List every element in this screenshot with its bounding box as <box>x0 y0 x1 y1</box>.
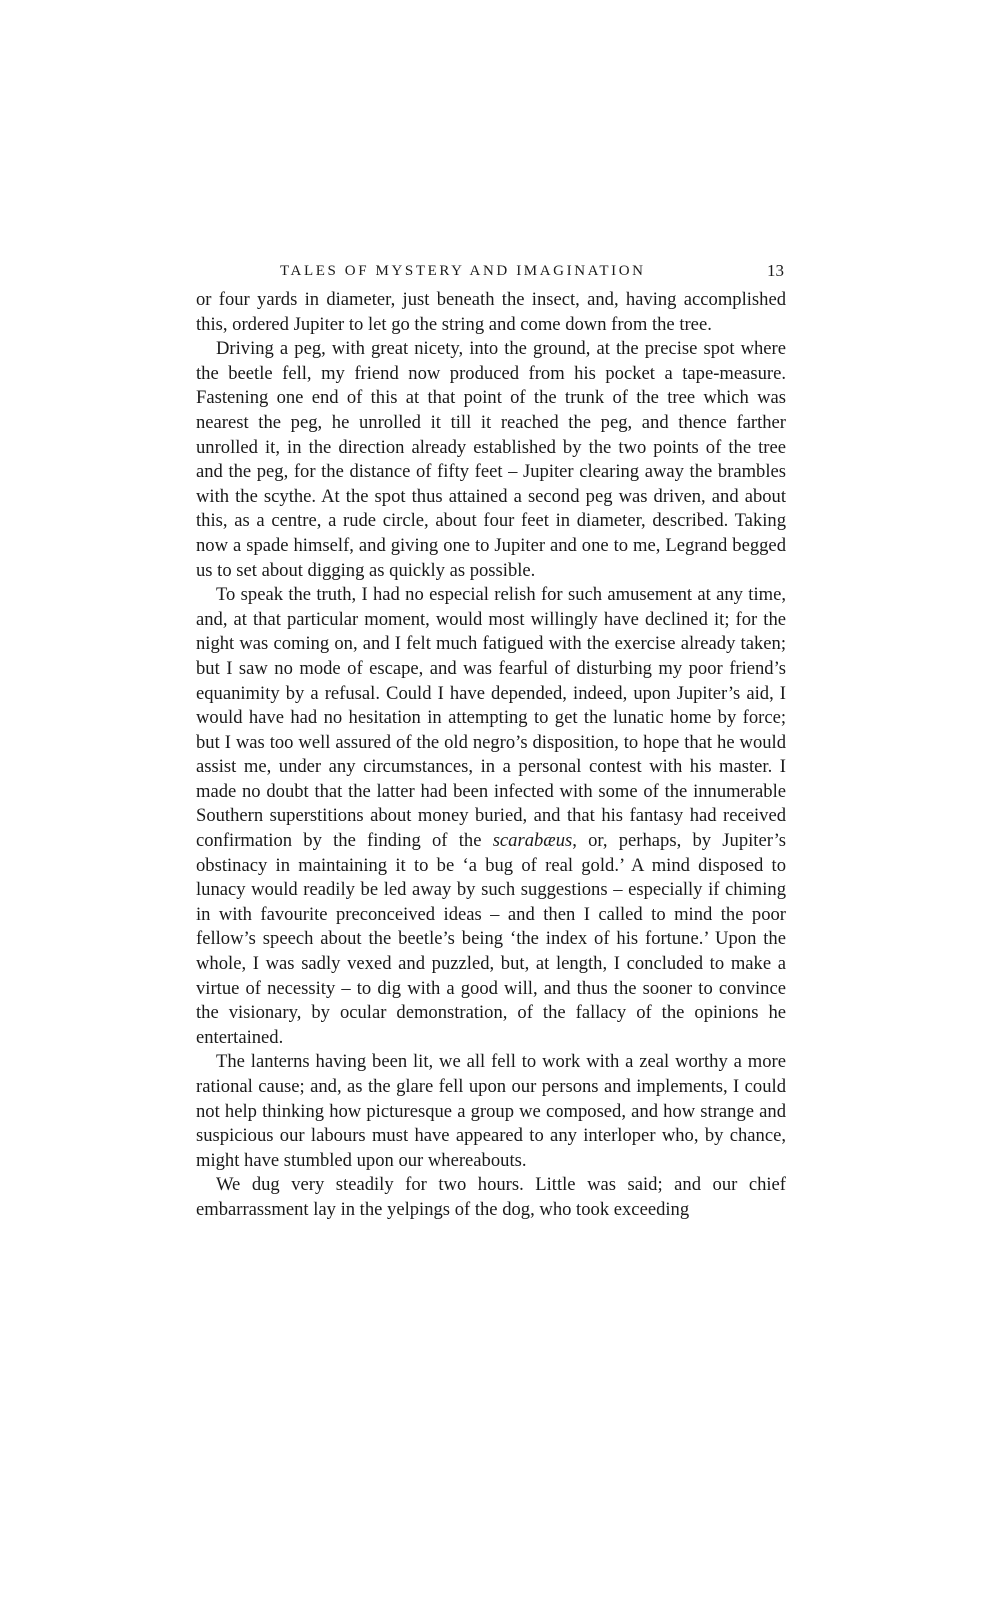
running-head <box>196 258 786 284</box>
paragraph-peg: Driving a peg, with great nicety, into the ground, at the precise spot where the beetle fell, my friend now produced from his pocket a tape-measure. Fastening one end of this at that point of the trunk of the tree which was nearest the peg, he unrolled it till it reached the peg, and thence farther unrolled it, in the direction already established by the two points of the tree and the peg, for the distance of fifty feet – Jupiter clearing away the brambles with the scythe. At the spot thus attained a second peg was driven, and about this, as a centre, a rude circle, about four feet in diameter, described. Taking now a spade himself, and giving one to Jupiter and one to me, Legrand begged us to set about digging as quickly as possible. <box>196 338 786 581</box>
paragraph-continuation: or four yards in diameter, just beneath the insect, and, having accomplished this, ordered Jupiter to let go the string and come down from the tree. <box>196 289 786 335</box>
paragraph-truth-part-2: , or, perhaps, by Jupiter’s obstinacy in maintaining it to be ‘a bug of real gold.’ A mind disposed to lunacy would readily be led away by such suggestions – especially if chiming in with favourite preconceived ideas – and then I called to mind the poor fellow’s speech about the beetle’s being ‘the index of his fortune.’ Upon the whole, I was sadly vexed and puzzled, but, at length, I concluded to make a virtue of necessity – to dig with a good will, and thus the sooner to convince the visionary, by ocular demonstration, of the fallacy of the opinions he entertained. <box>196 830 786 1048</box>
body-text <box>196 288 786 1223</box>
paragraph-truth <box>196 583 786 1050</box>
paragraph-dug: We dug very steadily for two hours. Little was said; and our chief embarrassment lay in the yelpings of the dog, who took exceeding <box>196 1174 786 1220</box>
running-title: TALES OF MYSTERY AND IMAGINATION <box>280 263 646 279</box>
page-number: 13 <box>767 261 784 280</box>
book-page <box>196 258 786 1223</box>
paragraph-truth-part-1: To speak the truth, I had no especial relish for such amusement at any time, and, at that particular moment, would most willingly have declined it; for the night was coming on, and I felt much fatigued with the exercise already taken; but I saw no mode of escape, and was fearful of disturbing my poor friend’s equanimity by a refusal. Could I have depended, indeed, upon Jupiter’s aid, I would have had no hesitation in attempting to get the lunatic home by force; but I was too well assured of the old negro’s disposition, to hope that he would assist me, under any circumstances, in a personal contest with his master. I made no doubt that the latter had been infected with some of the innumerable Southern superstitions about money buried, and that his fantasy had received confirmation by the finding of the <box>196 584 786 852</box>
paragraph-lanterns: The lanterns having been lit, we all fell to work with a zeal worthy a more rational cause; and, as the glare fell upon our persons and implements, I could not help thinking how picturesque a group we composed, and how strange and suspicious our labours must have appeared to any interloper who, by chance, might have stumbled upon our whereabouts. <box>196 1051 786 1171</box>
italic-scarabaeus: scarabæus <box>492 830 573 852</box>
